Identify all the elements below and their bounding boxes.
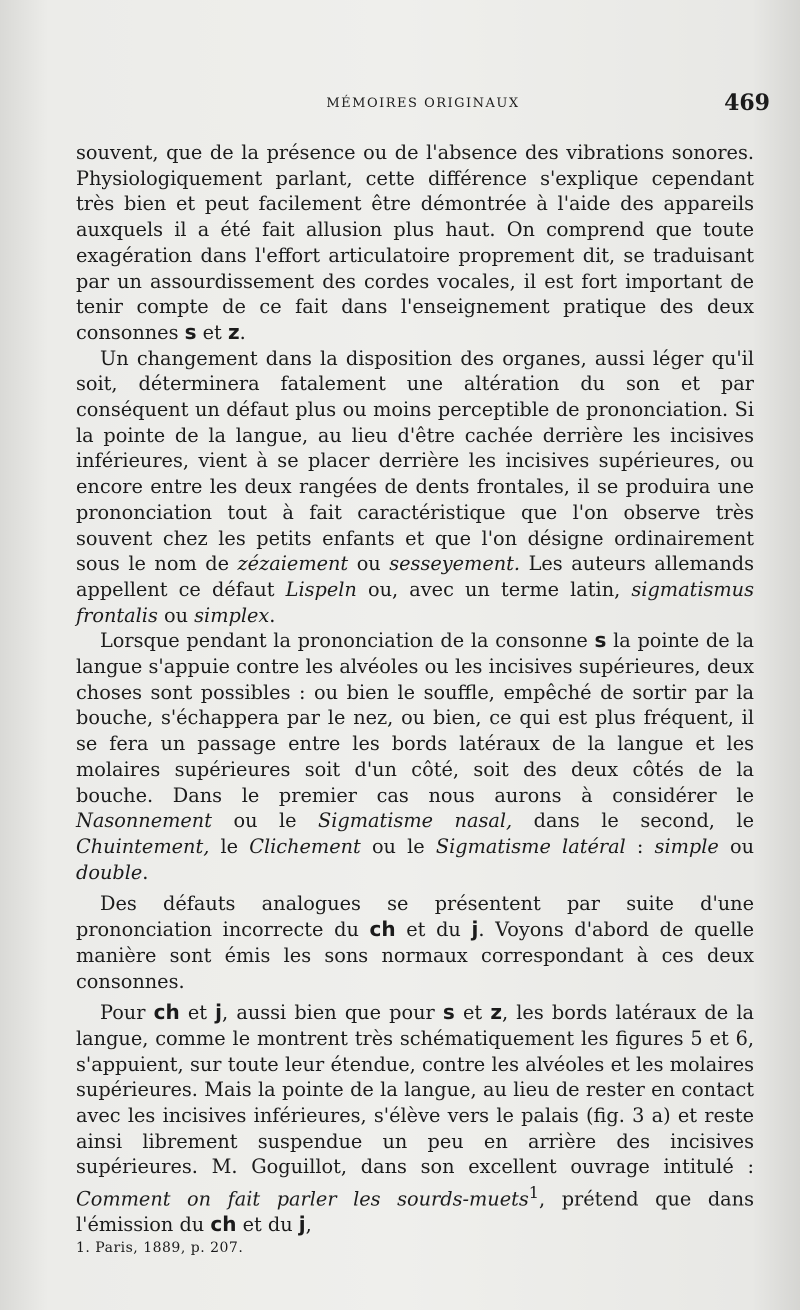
page-number: 469 [724,90,770,116]
paragraph-5: Pour ch et j, aussi bien que pour s et z, les bords latéraux de la langue, comme le montrent très schématiquement les figures 5 et 6, s'appuient, sur toute leur étendue, contre les alvéoles et les molaires supérieures. Mais la pointe de la langue, au lieu de rester en contact avec les incisives inférieures, s'élève vers le palais (fig. 3 a) et reste ainsi librement suspendue un peu en arrière des incisives supérieures. M. Goguillot, dans son excellent ouvrage intitulé : Comment on fait parler les sourds-muets$^1$, prétend que dans l'émission du ch et du j, [76,1000,754,1237]
page-header [76,92,770,122]
footnote: 1. Paris, 1889, p. 207. [76,1240,244,1256]
body-text [76,140,754,1238]
paragraph-1: souvent, que de la présence ou de l'absence des vibrations sonores. Physiologiquement parlant, cette différence s'explique cependant très bien et peut facilement être démontrée à l'aide des appareils auxquels il a été fait allusion plus haut. On comprend que toute exagération dans l'effort articulatoire proprement dit, se traduisant par un assourdissement des cordes vocales, il est fort important de tenir compte de ce fait dans l'enseignement pratique des deux consonnes s et z. [76,141,754,344]
paragraph-4: Des défauts analogues se présentent par suite d'une prononciation incorrecte du ch et du j. Voyons d'abord de quelle manière sont émis les sons normaux correspondant à ces deux consonnes. [76,892,754,993]
paragraph-2: Un changement dans la disposition des organes, aussi léger qu'il soit, déterminera fatalement une altération du son et par conséquent un défaut plus ou moins perceptible de prononciation. Si la pointe de la langue, au lieu d'être cachée derrière les incisives inférieures, vient à se placer derrière les incisives supérieures, ou encore entre les deux rangées de dents frontales, il se produira une prononciation tout à fait caractéristique que l'on observe très souvent chez les petits enfants et que l'on désigne ordinairement sous le nom de zézaiement ou sesseyement. Les auteurs allemands appellent ce défaut Lispeln ou, avec un terme latin, sigmatismus frontalis ou simplex. [76,346,754,627]
running-head: MÉMOIRES ORIGINAUX [326,96,520,111]
paragraph-3: Lorsque pendant la prononciation de la consonne s la pointe de la langue s'appuie contre les alvéoles ou les incisives supérieures, deux choses sont possibles : ou bien le souffle, empêché de sortir par la bouche, s'échappera par le nez, ou bien, ce qui est plus fréquent, il se fera un passage entre les bords latéraux de la langue et les molaires supérieures soit d'un côté, soit des deux côtés de la bouche. Dans le premier cas nous aurons à considérer le Nasonnement ou le Sigmatisme nasal, dans le second, le Chuintement, le Clichement ou le Sigmatisme latéral : simple ou double. [76,628,754,884]
